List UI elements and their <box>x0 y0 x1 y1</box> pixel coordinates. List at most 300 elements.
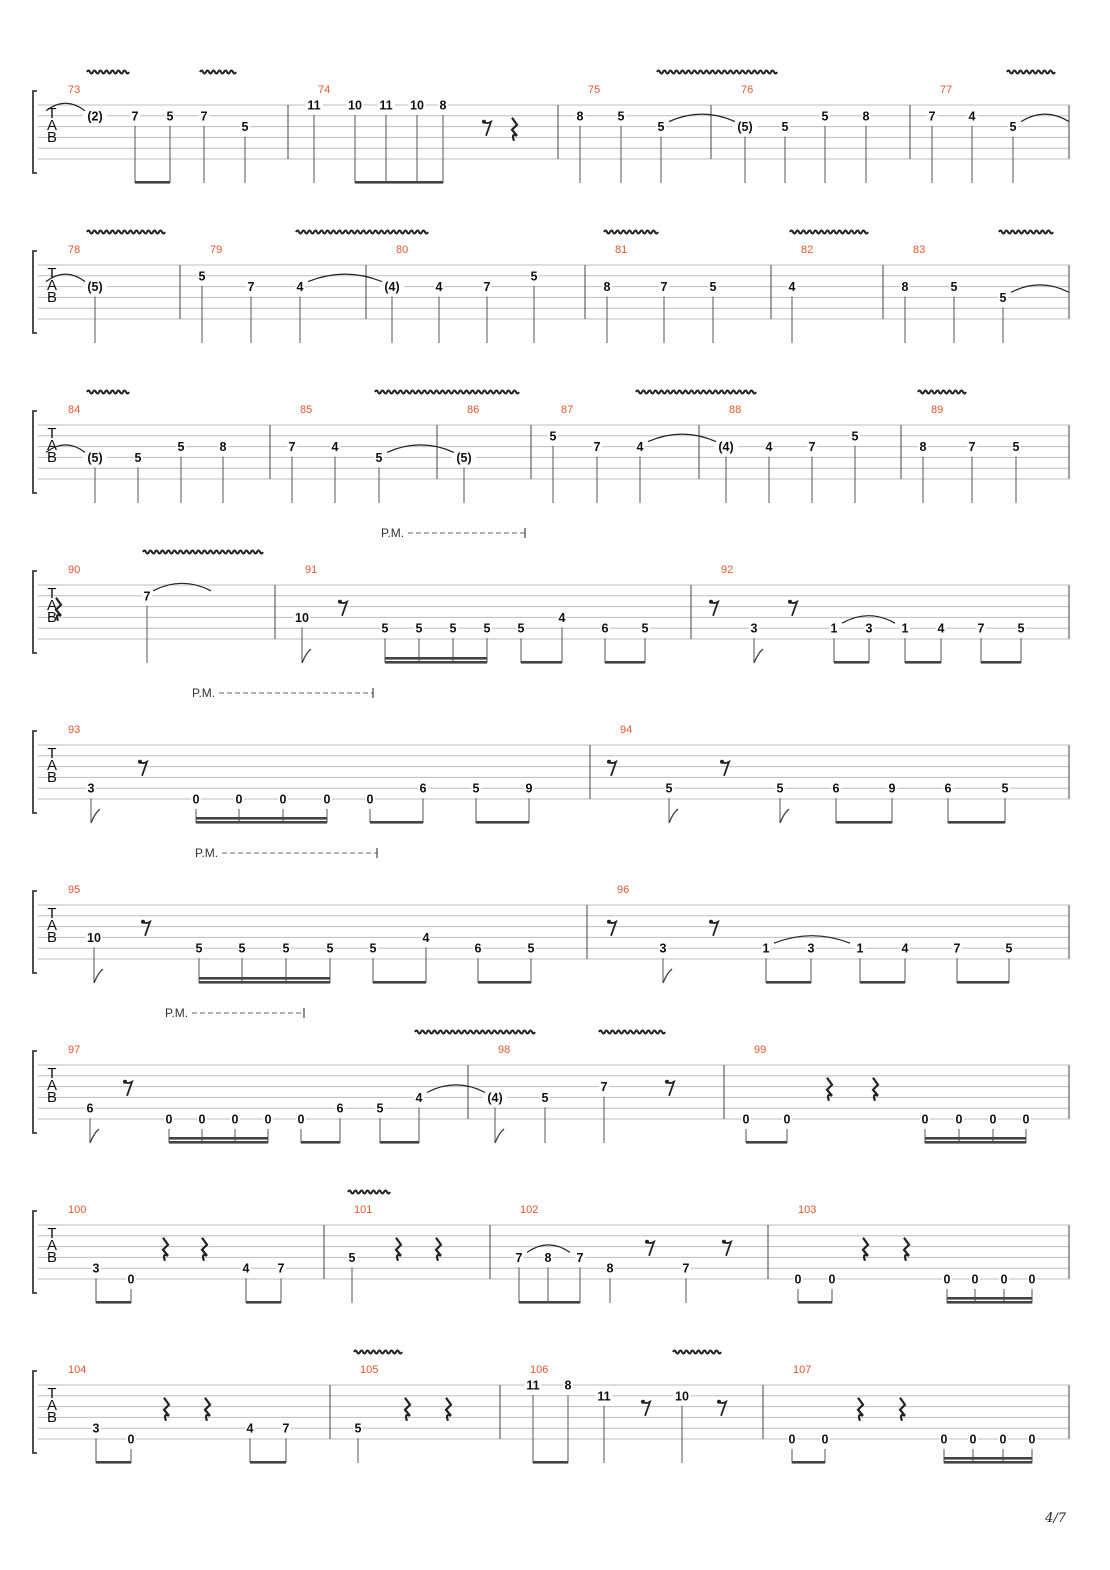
beam <box>860 981 905 984</box>
fret-number: 5 <box>617 109 625 124</box>
measure-number: 74 <box>318 84 331 96</box>
vibrato-mark <box>999 231 1053 234</box>
fret-number: 5 <box>1001 781 1009 796</box>
fret-number: 0 <box>969 1432 977 1447</box>
measure-number: 81 <box>615 244 628 256</box>
measure-number: 89 <box>931 404 944 416</box>
beam <box>519 1301 580 1304</box>
tab-clef-letter: A <box>46 277 58 294</box>
system-bracket <box>33 1051 37 1133</box>
vibrato-mark <box>87 231 165 234</box>
system-bracket <box>33 251 37 333</box>
fret-number: 3 <box>92 1421 100 1436</box>
fret-number: 0 <box>323 792 331 807</box>
fret-number: 0 <box>794 1272 802 1287</box>
fret-number: 0 <box>1028 1432 1036 1447</box>
system-bracket <box>33 411 37 493</box>
fret-number: 3 <box>659 941 667 956</box>
fret-number: 4 <box>788 280 796 295</box>
tab-clef-letter: B <box>46 449 58 466</box>
measure-number: 93 <box>68 724 81 736</box>
fret-number: 3 <box>750 621 758 636</box>
palm-mute-label: P.M. <box>381 526 405 540</box>
fret-number: 8 <box>564 1378 572 1393</box>
fret-number: 9 <box>525 781 533 796</box>
tab-system <box>33 1191 1069 1304</box>
fret-number: 10 <box>295 610 309 625</box>
fret-number: 10 <box>348 98 362 113</box>
measure-number: 91 <box>305 564 318 576</box>
fret-number: 5 <box>641 621 649 636</box>
eighth-rest-dot <box>607 760 611 764</box>
fret-number: 5 <box>517 621 525 636</box>
beam <box>199 977 330 980</box>
eighth-rest-dot <box>641 1400 645 1404</box>
fret-number: 4 <box>296 280 304 295</box>
fret-number: 4 <box>968 109 976 124</box>
beam <box>169 1141 268 1144</box>
eighth-rest-dot <box>709 920 713 924</box>
tab-system <box>33 391 1069 504</box>
beam <box>246 1301 281 1304</box>
fret-number: 0 <box>921 1112 929 1127</box>
tab-clef-letter: T <box>47 1065 57 1082</box>
vibrato-mark <box>348 1191 390 1194</box>
system-bracket <box>33 91 37 173</box>
beam <box>944 1457 1032 1460</box>
fret-number: 8 <box>219 440 227 455</box>
beam <box>250 1461 286 1464</box>
beam <box>925 1141 1026 1144</box>
fret-number: 5 <box>326 941 334 956</box>
fret-number: 0 <box>828 1272 836 1287</box>
measure-number: 102 <box>520 1204 539 1216</box>
tie-arc <box>427 1085 485 1093</box>
beam <box>380 1141 419 1144</box>
vibrato-mark <box>87 71 129 74</box>
fret-number: 4 <box>246 1421 254 1436</box>
fret-number: 5 <box>238 941 246 956</box>
tie-arc <box>669 114 735 122</box>
fret-number: 6 <box>86 1101 94 1116</box>
fret-number: 0 <box>989 1112 997 1127</box>
fret-number: 7 <box>288 440 296 455</box>
fret-number: 10 <box>675 1389 689 1404</box>
beam <box>746 1141 787 1144</box>
fret-number: 10 <box>87 930 101 945</box>
beam <box>199 981 330 984</box>
fret-number: 11 <box>526 1378 540 1393</box>
eighth-rest-dot <box>722 1240 726 1244</box>
measure-number: 104 <box>68 1364 87 1376</box>
vibrato-mark <box>790 231 868 234</box>
beam <box>370 821 423 824</box>
measure-number: 86 <box>467 404 480 416</box>
fret-number: 5 <box>166 109 174 124</box>
fret-number: (5) <box>87 450 103 465</box>
fret-number: 0 <box>943 1272 951 1287</box>
fret-number: 0 <box>971 1272 979 1287</box>
fret-number: 11 <box>379 98 393 113</box>
note-flag <box>663 969 672 983</box>
fret-number: 7 <box>660 280 668 295</box>
vibrato-mark <box>87 391 129 394</box>
fret-number: 4 <box>422 930 430 945</box>
beam <box>196 821 327 824</box>
tab-clef-letter: A <box>46 1237 58 1254</box>
tab-clef-letter: B <box>46 769 58 786</box>
fret-number: 0 <box>821 1432 829 1447</box>
note-flag <box>780 809 789 823</box>
note-flag <box>90 1129 99 1143</box>
fret-number: 4 <box>937 621 945 636</box>
eighth-rest-dot <box>607 920 611 924</box>
measure-number: 101 <box>354 1204 373 1216</box>
fret-number: 7 <box>593 440 601 455</box>
vibrato-mark <box>375 391 519 394</box>
measure-number: 95 <box>68 884 81 896</box>
beam <box>96 1461 131 1464</box>
fret-number: 5 <box>198 269 206 284</box>
fret-number: 7 <box>515 1250 523 1265</box>
fret-number: 6 <box>832 781 840 796</box>
measure-number: 84 <box>68 404 81 416</box>
fret-number: 8 <box>862 109 870 124</box>
fret-number: 5 <box>709 280 717 295</box>
note-flag <box>302 649 311 663</box>
tie-arc <box>1011 285 1069 293</box>
tab-system <box>33 71 1069 184</box>
tab-system <box>33 724 1069 824</box>
measure-number: 79 <box>210 244 223 256</box>
fret-number: 0 <box>788 1432 796 1447</box>
eighth-rest-dot <box>788 600 792 604</box>
fret-number: 11 <box>307 98 321 113</box>
fret-number: 5 <box>134 450 142 465</box>
tab-clef-letter: T <box>47 1385 57 1402</box>
fret-number: 5 <box>1005 941 1013 956</box>
tie-arc <box>1021 114 1069 122</box>
fret-number: 5 <box>781 120 789 135</box>
fret-number: (5) <box>737 120 753 135</box>
fret-number: 0 <box>742 1112 750 1127</box>
fret-number: 6 <box>944 781 952 796</box>
beam <box>947 1297 1032 1300</box>
fret-number: 3 <box>807 941 815 956</box>
fret-number: 4 <box>242 1261 250 1276</box>
beam <box>905 661 941 664</box>
fret-number: 7 <box>277 1261 285 1276</box>
fret-number: 5 <box>657 120 665 135</box>
fret-number: 9 <box>888 781 896 796</box>
fret-number: 3 <box>92 1261 100 1276</box>
fret-number: 0 <box>165 1112 173 1127</box>
measure-number: 107 <box>793 1364 812 1376</box>
fret-number: 5 <box>375 450 383 465</box>
fret-number: 0 <box>783 1112 791 1127</box>
fret-number: 5 <box>348 1250 356 1265</box>
measure-number: 76 <box>741 84 754 96</box>
tab-clef-letter: T <box>47 1225 57 1242</box>
beam <box>385 661 487 664</box>
note-flag <box>754 649 763 663</box>
vibrato-mark <box>354 1351 402 1354</box>
measure-number: 90 <box>68 564 81 576</box>
fret-number: 5 <box>527 941 535 956</box>
system-bracket <box>33 731 37 813</box>
fret-number: 8 <box>901 280 909 295</box>
fret-number: (2) <box>87 109 103 124</box>
tab-clef-letter: B <box>46 289 58 306</box>
vibrato-mark <box>918 391 966 394</box>
beam <box>196 817 327 820</box>
tab-clef-letter: A <box>46 437 58 454</box>
beam <box>605 661 645 664</box>
fret-number: 8 <box>576 109 584 124</box>
fret-number: 5 <box>415 621 423 636</box>
measure-number: 82 <box>801 244 814 256</box>
measure-number: 92 <box>721 564 734 576</box>
fret-number: 5 <box>195 941 203 956</box>
system-bracket <box>33 571 37 653</box>
fret-number: 0 <box>1028 1272 1036 1287</box>
eighth-rest-dot <box>141 920 145 924</box>
fret-number: 5 <box>354 1421 362 1436</box>
fret-number: 5 <box>530 269 538 284</box>
fret-number: 3 <box>87 781 95 796</box>
vibrato-mark <box>200 71 236 74</box>
measure-number: 97 <box>68 1044 81 1056</box>
measure-number: 94 <box>620 724 633 736</box>
measure-number: 88 <box>729 404 742 416</box>
measure-number: 103 <box>798 1204 817 1216</box>
beam <box>792 1461 825 1464</box>
tab-clef-letter: A <box>46 117 58 134</box>
measure-number: 99 <box>754 1044 767 1056</box>
beam <box>355 181 443 184</box>
beam <box>373 981 426 984</box>
fret-number: 5 <box>999 290 1007 305</box>
fret-number: 0 <box>366 792 374 807</box>
fret-number: 0 <box>297 1112 305 1127</box>
tab-clef-letter: T <box>47 105 57 122</box>
fret-number: 7 <box>282 1421 290 1436</box>
fret-number: (4) <box>718 440 734 455</box>
page-number: 4/7 <box>1045 1511 1066 1526</box>
note-flag <box>91 809 100 823</box>
fret-number: 5 <box>381 621 389 636</box>
fret-number: 4 <box>415 1090 423 1105</box>
measure-number: 98 <box>498 1044 511 1056</box>
fret-number: 1 <box>762 941 770 956</box>
fret-number: 5 <box>1017 621 1025 636</box>
fret-number: 4 <box>435 280 443 295</box>
measure-number: 78 <box>68 244 81 256</box>
beam <box>798 1301 832 1304</box>
fret-number: 0 <box>198 1112 206 1127</box>
vibrato-mark <box>604 231 658 234</box>
tab-clef-letter: T <box>47 905 57 922</box>
tab-clef-letter: A <box>46 917 58 934</box>
fret-number: 6 <box>474 941 482 956</box>
fret-number: 8 <box>919 440 927 455</box>
measure-number: 80 <box>396 244 409 256</box>
beam <box>301 1141 340 1144</box>
fret-number: (5) <box>87 280 103 295</box>
tab-system <box>33 1351 1069 1464</box>
fret-number: 7 <box>808 440 816 455</box>
beam <box>766 981 811 984</box>
fret-number: 1 <box>830 621 838 636</box>
vibrato-mark <box>296 231 428 234</box>
eighth-rest-dot <box>665 1080 669 1084</box>
fret-number: 4 <box>901 941 909 956</box>
measure-number: 75 <box>588 84 601 96</box>
fret-number: 7 <box>682 1261 690 1276</box>
vibrato-mark <box>673 1351 721 1354</box>
fret-number: (4) <box>384 280 400 295</box>
system-bracket <box>33 1371 37 1453</box>
fret-number: 10 <box>410 98 424 113</box>
beam <box>834 661 869 664</box>
fret-number: 7 <box>200 109 208 124</box>
tab-system <box>33 1031 1069 1144</box>
fret-number: 11 <box>597 1389 611 1404</box>
fret-number: 0 <box>279 792 287 807</box>
fret-number: 5 <box>950 280 958 295</box>
fret-number: 0 <box>235 792 243 807</box>
fret-number: 7 <box>928 109 936 124</box>
fret-number: 5 <box>776 781 784 796</box>
beam <box>947 1301 1032 1304</box>
fret-number: 6 <box>419 781 427 796</box>
tab-clef-letter: B <box>46 609 58 626</box>
tab-clef-letter: T <box>47 425 57 442</box>
fret-number: 0 <box>940 1432 948 1447</box>
fret-number: 5 <box>541 1090 549 1105</box>
fret-number: 0 <box>1000 1272 1008 1287</box>
palm-mute-label: P.M. <box>192 686 216 700</box>
system-bracket <box>33 891 37 973</box>
fret-number: 7 <box>483 280 491 295</box>
tab-system <box>33 231 1069 344</box>
tab-clef-letter: B <box>46 1249 58 1266</box>
beam <box>948 821 1005 824</box>
fret-number: 0 <box>264 1112 272 1127</box>
eighth-rest-dot <box>123 1080 127 1084</box>
tab-clef-letter: T <box>47 745 57 762</box>
fret-number: 7 <box>953 941 961 956</box>
fret-number: 5 <box>483 621 491 636</box>
beam <box>957 981 1009 984</box>
fret-number: 7 <box>600 1080 608 1095</box>
fret-number: 5 <box>241 120 249 135</box>
beam <box>476 821 529 824</box>
beam <box>385 657 487 660</box>
fret-number: 5 <box>549 429 557 444</box>
beam <box>96 1301 131 1304</box>
fret-number: 4 <box>636 440 644 455</box>
fret-number: 0 <box>231 1112 239 1127</box>
fret-number: (5) <box>456 450 472 465</box>
beam <box>135 181 170 184</box>
beam <box>944 1461 1032 1464</box>
tab-clef-letter: T <box>47 265 57 282</box>
fret-number: 8 <box>439 98 447 113</box>
beam <box>521 661 562 664</box>
eighth-rest-dot <box>720 760 724 764</box>
tab-clef-letter: B <box>46 129 58 146</box>
measure-number: 87 <box>561 404 574 416</box>
measure-number: 105 <box>360 1364 379 1376</box>
eighth-rest-dot <box>138 760 142 764</box>
tie-arc <box>153 583 211 591</box>
palm-mute-label: P.M. <box>165 1006 189 1020</box>
tab-clef-letter: B <box>46 929 58 946</box>
fret-number: 0 <box>127 1432 135 1447</box>
measure-number: 100 <box>68 1204 87 1216</box>
vibrato-mark <box>143 551 263 554</box>
beam <box>169 1137 268 1140</box>
fret-number: 7 <box>977 621 985 636</box>
tab-clef-letter: T <box>47 585 57 602</box>
eighth-rest-dot <box>717 1400 721 1404</box>
measure-number: 83 <box>913 244 926 256</box>
vibrato-mark <box>657 71 777 74</box>
fret-number: 7 <box>143 589 151 604</box>
tie-arc <box>387 445 454 453</box>
fret-number: 4 <box>331 440 339 455</box>
tab-system <box>33 884 1069 984</box>
fret-number: 7 <box>576 1250 584 1265</box>
tie-arc <box>308 274 382 282</box>
fret-number: 5 <box>282 941 290 956</box>
fret-number: 1 <box>901 621 909 636</box>
fret-number: 7 <box>247 280 255 295</box>
vibrato-mark <box>636 391 756 394</box>
eighth-rest-dot <box>338 600 342 604</box>
measure-number: 96 <box>617 884 630 896</box>
fret-number: 7 <box>968 440 976 455</box>
fret-number: 0 <box>192 792 200 807</box>
eighth-rest-dot <box>709 600 713 604</box>
eighth-rest-dot <box>645 1240 649 1244</box>
fret-number: 8 <box>544 1250 552 1265</box>
tab-clef-letter: A <box>46 1397 58 1414</box>
vibrato-mark <box>1007 71 1055 74</box>
beam <box>981 661 1021 664</box>
fret-number: 6 <box>601 621 609 636</box>
beam <box>925 1137 1026 1140</box>
beam <box>836 821 892 824</box>
fret-number: 8 <box>606 1261 614 1276</box>
measure-number: 85 <box>300 404 313 416</box>
fret-number: 5 <box>1012 440 1020 455</box>
tab-clef-letter: A <box>46 1077 58 1094</box>
measure-number: 73 <box>68 84 81 96</box>
fret-number: 5 <box>851 429 859 444</box>
note-flag <box>495 1129 504 1143</box>
tab-clef-letter: B <box>46 1089 58 1106</box>
measure-number: 106 <box>530 1364 549 1376</box>
fret-number: 6 <box>336 1101 344 1116</box>
fret-number: 5 <box>449 621 457 636</box>
fret-number: 0 <box>127 1272 135 1287</box>
vibrato-mark <box>415 1031 535 1034</box>
fret-number: 4 <box>558 610 566 625</box>
fret-number: 5 <box>1009 120 1017 135</box>
fret-number: 8 <box>603 280 611 295</box>
